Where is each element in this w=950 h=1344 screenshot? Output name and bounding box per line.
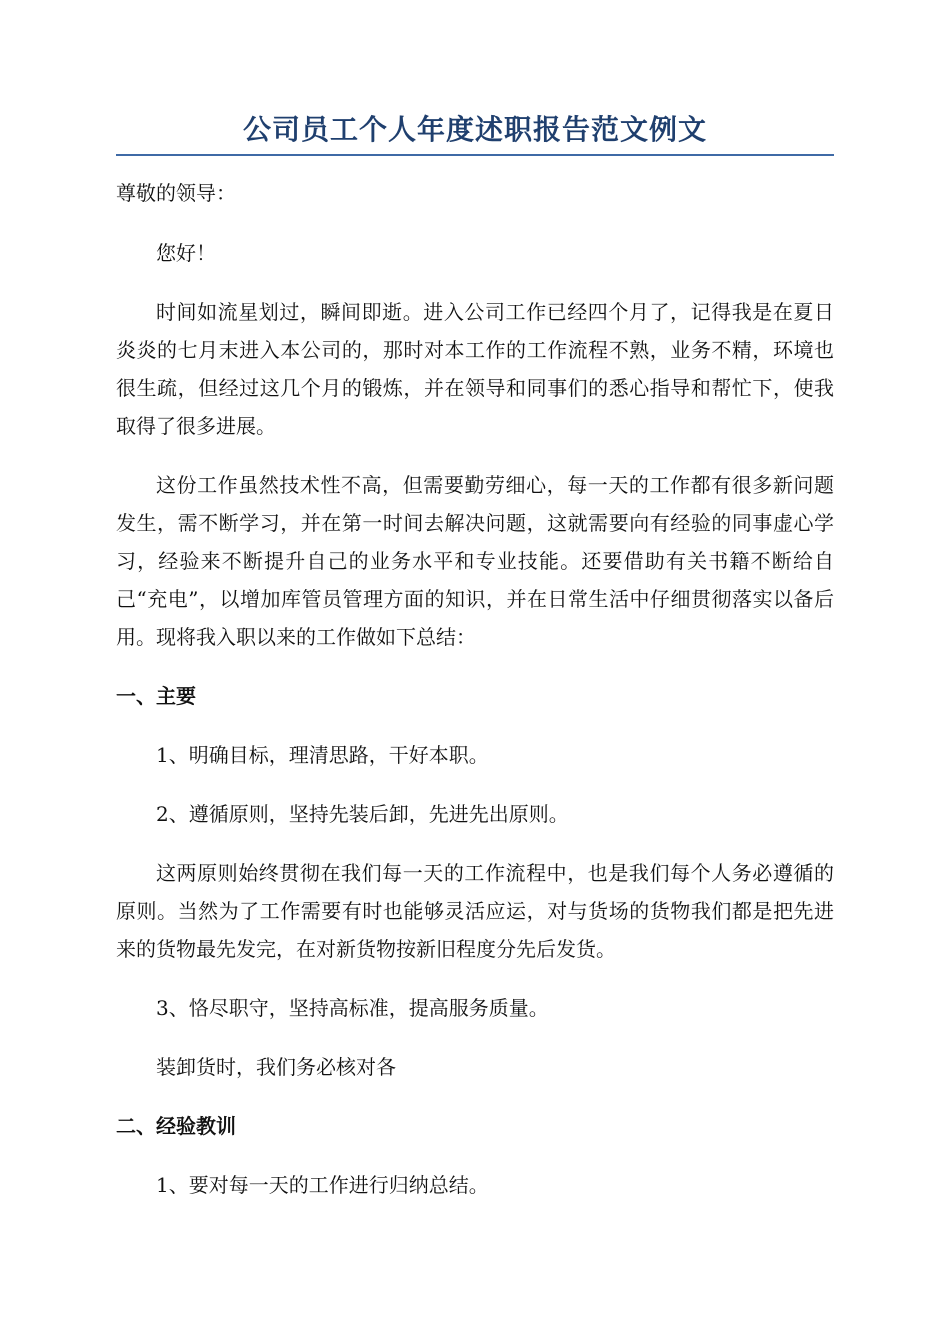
- section1-item-1: 1、明确目标，理清思路，干好本职。: [156, 743, 489, 767]
- document-page: [116, 110, 834, 1225]
- section-heading-2: 二、经验教训: [116, 1114, 236, 1138]
- section2-item-1: 1、要对每一天的工作进行归纳总结。: [156, 1173, 489, 1197]
- title-underline: [116, 154, 834, 156]
- section-heading-1: 一、主要: [116, 684, 196, 708]
- greeting: 您好！: [156, 241, 216, 265]
- body-paragraph-2: 这份工作虽然技术性不高，但需要勤劳细心，每一天的工作都有很多新问题发生，需不断学习，并在第一时间去解决问题，这就需要向有经验的同事虚心学习，经验来不断提升自己的业务水平和专业技能。还要借助有关书籍不断给自己“充电”，以增加库管员管理方面的知识，并在日常生活中仔细贯彻落实以备后用。现将我入职以来的工作做如下总结：: [116, 473, 834, 649]
- section1-item-2: 2、遵循原则，坚持先装后卸，先进先出原则。: [156, 802, 569, 826]
- section1-paragraph-2: 装卸货时，我们务必核对各: [156, 1055, 396, 1079]
- document-title: 公司员工个人年度述职报告范文例文: [242, 113, 707, 146]
- salutation: 尊敬的领导：: [116, 181, 236, 205]
- body-paragraph-1: 时间如流星划过，瞬间即逝。进入公司工作已经四个月了，记得我是在夏日炎炎的七月末进入本公司的，那时对本工作的工作流程不熟，业务不精，环境也很生疏，但经过这几个月的锻炼，并在领导和同事们的悉心指导和帮忙下，使我取得了很多进展。: [116, 300, 834, 438]
- section1-paragraph: 这两原则始终贯彻在我们每一天的工作流程中，也是我们每个人务必遵循的原则。当然为了工作需要有时也能够灵活应运，对与货场的货物我们都是把先进来的货物最先发完，在对新货物按新旧程度分先后发货。: [116, 861, 834, 961]
- section1-item-3: 3、恪尽职守，坚持高标准，提高服务质量。: [156, 996, 549, 1020]
